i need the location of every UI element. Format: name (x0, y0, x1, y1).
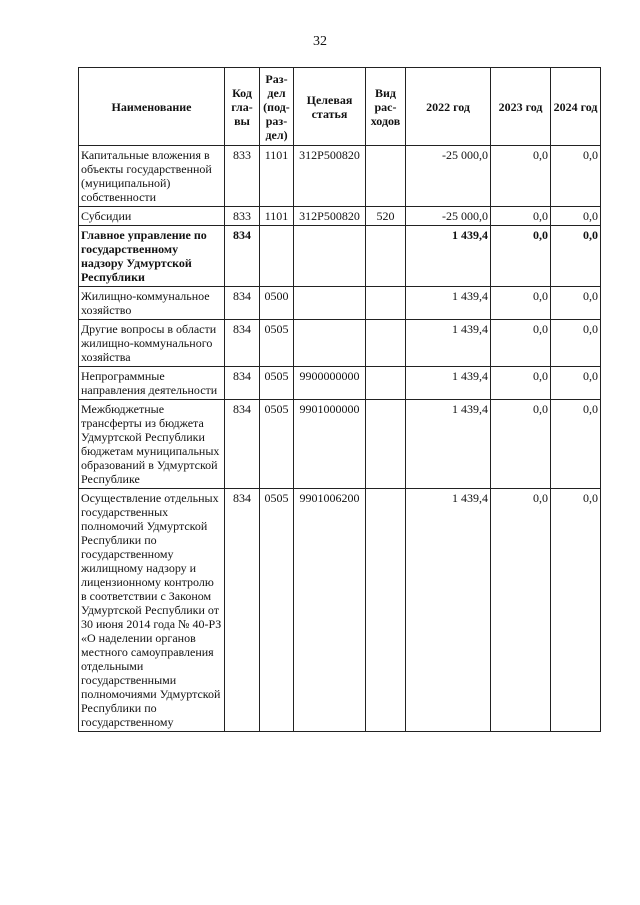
page-number: 32 (313, 34, 327, 49)
row-2024: 0,0 (551, 400, 601, 489)
row-code: 834 (225, 320, 260, 367)
header-target: Целевая статья (294, 68, 366, 146)
header-code: Код гла-вы (225, 68, 260, 146)
header-section: Раз-дел (под-раз-дел) (260, 68, 294, 146)
row-code: 833 (225, 146, 260, 207)
row-code: 833 (225, 207, 260, 226)
row-code: 834 (225, 226, 260, 287)
row-section (260, 226, 294, 287)
row-name: Другие вопросы в области жилищно-коммунального хозяйства (79, 320, 225, 367)
row-section: 0505 (260, 367, 294, 400)
row-kind (366, 367, 406, 400)
row-2023: 0,0 (491, 207, 551, 226)
row-2024: 0,0 (551, 226, 601, 287)
header-name: Наименование (79, 68, 225, 146)
table-row (79, 207, 601, 226)
row-name: Субсидии (79, 207, 225, 226)
row-2024: 0,0 (551, 367, 601, 400)
row-code: 834 (225, 287, 260, 320)
table-row (79, 146, 601, 207)
row-2022: 1 439,4 (406, 226, 491, 287)
row-2024: 0,0 (551, 146, 601, 207)
row-section: 0505 (260, 320, 294, 367)
row-2022: 1 439,4 (406, 287, 491, 320)
row-name: Межбюджетные трансферты из бюджета Удмуртской Республики бюджетам муниципальных образований в Удмуртской Республике (79, 400, 225, 489)
header-2022: 2022 год (406, 68, 491, 146)
row-name: Осуществление отдельных государственных полномочий Удмуртской Республики по государственному жилищному надзору и лицензионному контролю в соответствии с Законом Удмуртской Республики от 30 июня 2014 года № 40-РЗ «О наделении органов местного самоуправления отдельными государственными полномочиями Удмуртской Республики по государственному (79, 489, 225, 732)
row-2023: 0,0 (491, 226, 551, 287)
row-target (294, 320, 366, 367)
header-2023: 2023 год (491, 68, 551, 146)
row-kind (366, 400, 406, 489)
row-2023: 0,0 (491, 287, 551, 320)
budget-table (78, 67, 601, 732)
row-2022: -25 000,0 (406, 146, 491, 207)
row-section: 0505 (260, 489, 294, 732)
table-row (79, 320, 601, 367)
row-2022: -25 000,0 (406, 207, 491, 226)
row-2022: 1 439,4 (406, 320, 491, 367)
row-2023: 0,0 (491, 146, 551, 207)
table-row (79, 489, 601, 732)
row-name: Непрограммные направления деятельности (79, 367, 225, 400)
row-target: 9901000000 (294, 400, 366, 489)
row-2024: 0,0 (551, 489, 601, 732)
header-2024: 2024 год (551, 68, 601, 146)
row-target: 9900000000 (294, 367, 366, 400)
row-2022: 1 439,4 (406, 367, 491, 400)
row-target: 312P500820 (294, 207, 366, 226)
table-row (79, 367, 601, 400)
row-2024: 0,0 (551, 320, 601, 367)
table-row (79, 226, 601, 287)
row-target (294, 287, 366, 320)
table-row (79, 287, 601, 320)
row-target (294, 226, 366, 287)
row-2022: 1 439,4 (406, 400, 491, 489)
row-kind (366, 287, 406, 320)
row-2022: 1 439,4 (406, 489, 491, 732)
table-header-row (79, 68, 601, 146)
row-2024: 0,0 (551, 207, 601, 226)
row-name: Жилищно-коммунальное хозяйство (79, 287, 225, 320)
row-kind: 520 (366, 207, 406, 226)
row-kind (366, 320, 406, 367)
row-code: 834 (225, 400, 260, 489)
row-section: 0500 (260, 287, 294, 320)
row-2023: 0,0 (491, 400, 551, 489)
row-kind (366, 146, 406, 207)
row-2023: 0,0 (491, 489, 551, 732)
row-name: Капитальные вложения в объекты государственной (муниципальной) собственности (79, 146, 225, 207)
row-2023: 0,0 (491, 320, 551, 367)
row-code: 834 (225, 489, 260, 732)
row-name: Главное управление по государственному надзору Удмуртской Республики (79, 226, 225, 287)
row-section: 0505 (260, 400, 294, 489)
header-kind: Вид рас-ходов (366, 68, 406, 146)
row-target: 9901006200 (294, 489, 366, 732)
row-section: 1101 (260, 146, 294, 207)
row-kind (366, 226, 406, 287)
row-2024: 0,0 (551, 287, 601, 320)
row-target: 312P500820 (294, 146, 366, 207)
row-2023: 0,0 (491, 367, 551, 400)
table-row (79, 400, 601, 489)
row-kind (366, 489, 406, 732)
row-section: 1101 (260, 207, 294, 226)
row-code: 834 (225, 367, 260, 400)
